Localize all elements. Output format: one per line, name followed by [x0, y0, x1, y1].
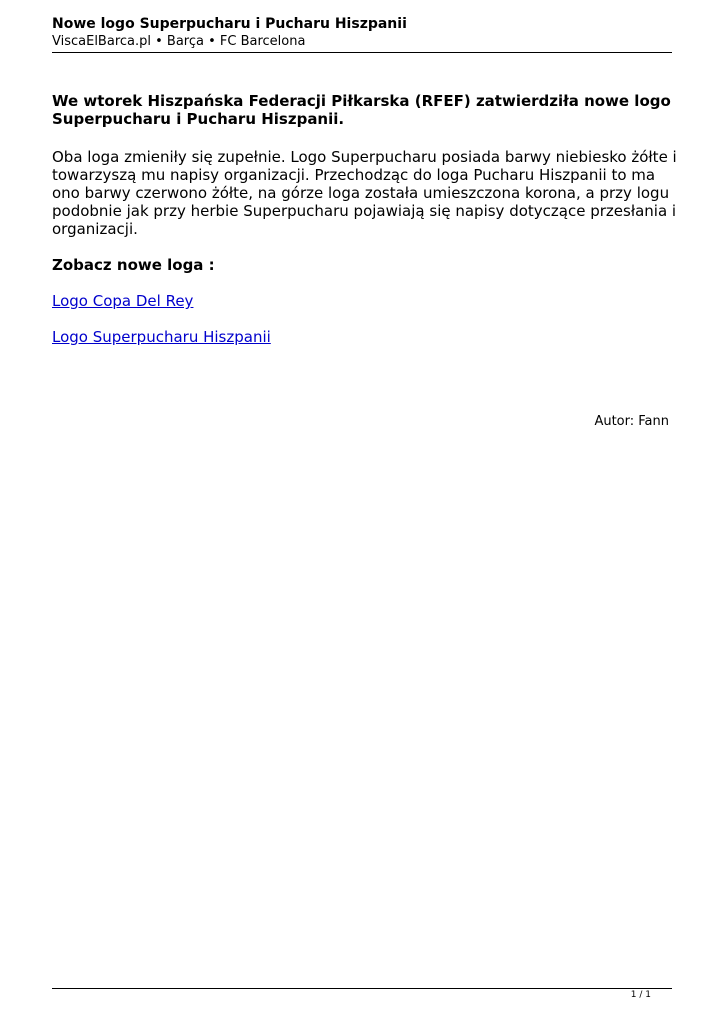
superpuchar-logo-link[interactable]: Logo Superpucharu Hiszpanii — [52, 328, 271, 346]
article-body: Oba loga zmieniły się zupełnie. Logo Superpucharu posiada barwy niebiesko żółte i towarzyszą mu napisy organizacji. Przechodząc do loga Pucharu Hiszpanii to ma ono barwy czerwono żółte, na górze loga została umieszczona korona, a przy logu podobnie jak przy herbie Superpucharu pojawiają się napisy dotyczące przesłania i organizacji. — [52, 148, 677, 238]
copa-del-rey-logo-link[interactable]: Logo Copa Del Rey — [52, 292, 194, 310]
page-header — [52, 15, 672, 50]
footer-divider — [52, 988, 672, 989]
link-item-superpuchar — [52, 328, 677, 346]
article-author: Autor: Fann — [594, 414, 669, 429]
link-item-copa-del-rey — [52, 292, 677, 310]
page-title: Nowe logo Superpucharu i Pucharu Hiszpanii — [52, 16, 407, 32]
site-subtitle: ViscaElBarca.pl • Barça • FC Barcelona — [52, 34, 306, 49]
article-content — [52, 92, 677, 364]
article-lead: We wtorek Hiszpańska Federacji Piłkarska (RFEF) zatwierdziła nowe logo Superpucharu i Pucharu Hiszpanii. — [52, 92, 671, 128]
header-divider — [52, 52, 672, 53]
page-number: 1 / 1 — [630, 990, 651, 1000]
links-heading: Zobacz nowe loga : — [52, 256, 215, 274]
